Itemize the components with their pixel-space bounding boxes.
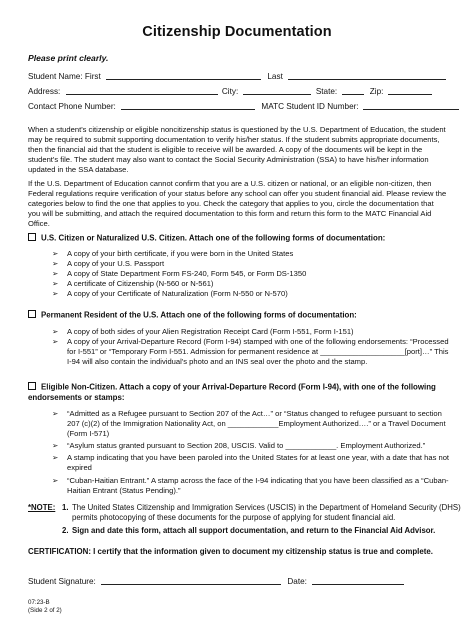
intro-paragraph-1: When a student's citizenship or eligible noncitizenship status is questioned by the U.S. Department of Education, the student may be required to submit supporting documentation to verify his/her status. If the student submits appropriate documents, then the financial aid that the student is eligible to receive will be awarded. A copy of the documents will be kept in the student's file. The student may also want to contact the Social Security Administration (SSA) to have his/her information updated in the SSA database. [28, 125, 446, 175]
last-name-label: Last [267, 72, 283, 81]
section-permanent-resident-label: Permanent Resident of the U.S. Attach one of the following forms of documentation: [41, 310, 357, 320]
note-item-1: *NOTE: 1. The United States Citizenship and Immigration Services (USCIS) in the Department of Homeland Security (DHS) permits photocopying of these documents for the purpose of applying for student financial aid. [28, 503, 461, 523]
phone-label: Contact Phone Number: [28, 102, 116, 111]
list-item: ➢ A stamp indicating that you have been paroled into the United States for at least one year, with a date that has not expired [52, 453, 450, 473]
list-item: ➢ “Cuban-Haitian Entrant.” A stamp across the face of the I-94 indicating that you have been classified as a “Cuban-Haitian Entrant (Status Pending).” [52, 475, 449, 495]
student-id-label: MATC Student ID Number: [261, 102, 359, 111]
student-name-row [28, 71, 446, 81]
citizen-checkbox[interactable] [28, 233, 36, 241]
first-name-label: Student Name: First [28, 72, 101, 81]
list-item: ➢ A copy of both sides of your Alien Registration Receipt Card (Form I-551, Form I-151) [52, 327, 354, 336]
list-item: ➢ A copy of your Arrival-Departure Record (Form I-94) stamped with one of the following endorsements: “Processed for I-551” or “Temporary Form I-551. Admission for permanent residence at ____________________[port]…” This I-94 will also contain the individual's photo and an INS seal over the photo and the stamp. [52, 337, 449, 367]
student-id-field[interactable] [363, 101, 459, 110]
city-field[interactable] [243, 86, 311, 95]
list-item: ➢ A copy of your U.S. Passport [52, 259, 165, 269]
form-number: 07:23-B (Side 2 of 2) [28, 599, 62, 614]
last-name-field[interactable] [288, 71, 446, 80]
section-permanent-resident-items [52, 327, 452, 367]
note-label: *NOTE: [28, 503, 56, 512]
permanent-resident-checkbox[interactable] [28, 310, 36, 318]
signature-row [28, 576, 404, 586]
section-citizen-label: U.S. Citizen or Naturalized U.S. Citizen. Attach one of the following forms of documentation: [41, 233, 386, 243]
section-citizen-heading [28, 233, 448, 244]
certification-statement: CERTIFICATION: I certify that the information given to document my citizenship status is true and complete. [28, 547, 433, 556]
intro-paragraph-2: If the U.S. Department of Education cannot confirm that you are a U.S. citizen or national, or an eligible non-citizen, then Federal regulations require verification of your status before any school can offer you student financial aid. Please review the categories below to find the one that applies to you. Check the category that applies to you, circle the documentation that you will be submitting, and attach the required documentation to this form and return this form to the MATC Financial Aid Office. [28, 179, 447, 229]
city-label: City: [221, 87, 239, 96]
note-item-2: 2. Sign and date this form, attach all support documentation, and return to the Financial Aid Advisor. [62, 526, 436, 535]
address-row [28, 86, 432, 96]
list-item: ➢ A certificate of Citizenship (N-560 or N-561) [52, 279, 214, 289]
first-name-field[interactable] [106, 71, 261, 80]
section-citizen-items [52, 249, 452, 299]
list-item: ➢ “Admitted as a Refugee pursuant to Section 207 of the Act…” or “Status changed to refugee pursuant to section 207 (c)(2) of the Immigration Nationality Act, on ____________Employment Authorized….” or a Travel Document (Form I-571) [52, 409, 446, 439]
date-label: Date: [287, 577, 307, 586]
state-label: State: [315, 87, 338, 96]
eligible-noncitizen-checkbox[interactable] [28, 382, 36, 390]
phone-field[interactable] [121, 101, 255, 110]
page-title: Citizenship Documentation [142, 24, 332, 40]
address-label: Address: [28, 87, 61, 96]
section-eligible-noncitizen-heading [28, 382, 448, 403]
address-field[interactable] [66, 86, 218, 95]
print-clearly-instruction: Please print clearly. [28, 53, 109, 63]
section-permanent-resident-heading [28, 310, 448, 321]
section-eligible-noncitizen-items [52, 409, 452, 496]
date-field[interactable] [312, 576, 404, 585]
list-item: ➢ A copy of State Department Form FS-240, Form 545, or Form DS-1350 [52, 269, 307, 279]
phone-row [28, 101, 459, 111]
state-field[interactable] [342, 86, 364, 95]
list-item: ➢ “Asylum status granted pursuant to Section 208, USCIS. Valid to ____________. Employment Authorized.” [52, 441, 426, 451]
signature-field[interactable] [101, 576, 281, 585]
zip-field[interactable] [388, 86, 432, 95]
zip-label: Zip: [369, 87, 384, 96]
section-eligible-noncitizen-label: Eligible Non-Citizen. Attach a copy of your Arrival-Departure Record (Form I-94), with one of the following endorsements or stamps: [28, 382, 436, 402]
signature-label: Student Signature: [28, 577, 96, 586]
list-item: ➢ A copy of your birth certificate, if you were born in the United States [52, 249, 294, 258]
list-item: ➢ A copy of your Certificate of Naturalization (Form N-550 or N-570) [52, 289, 288, 299]
